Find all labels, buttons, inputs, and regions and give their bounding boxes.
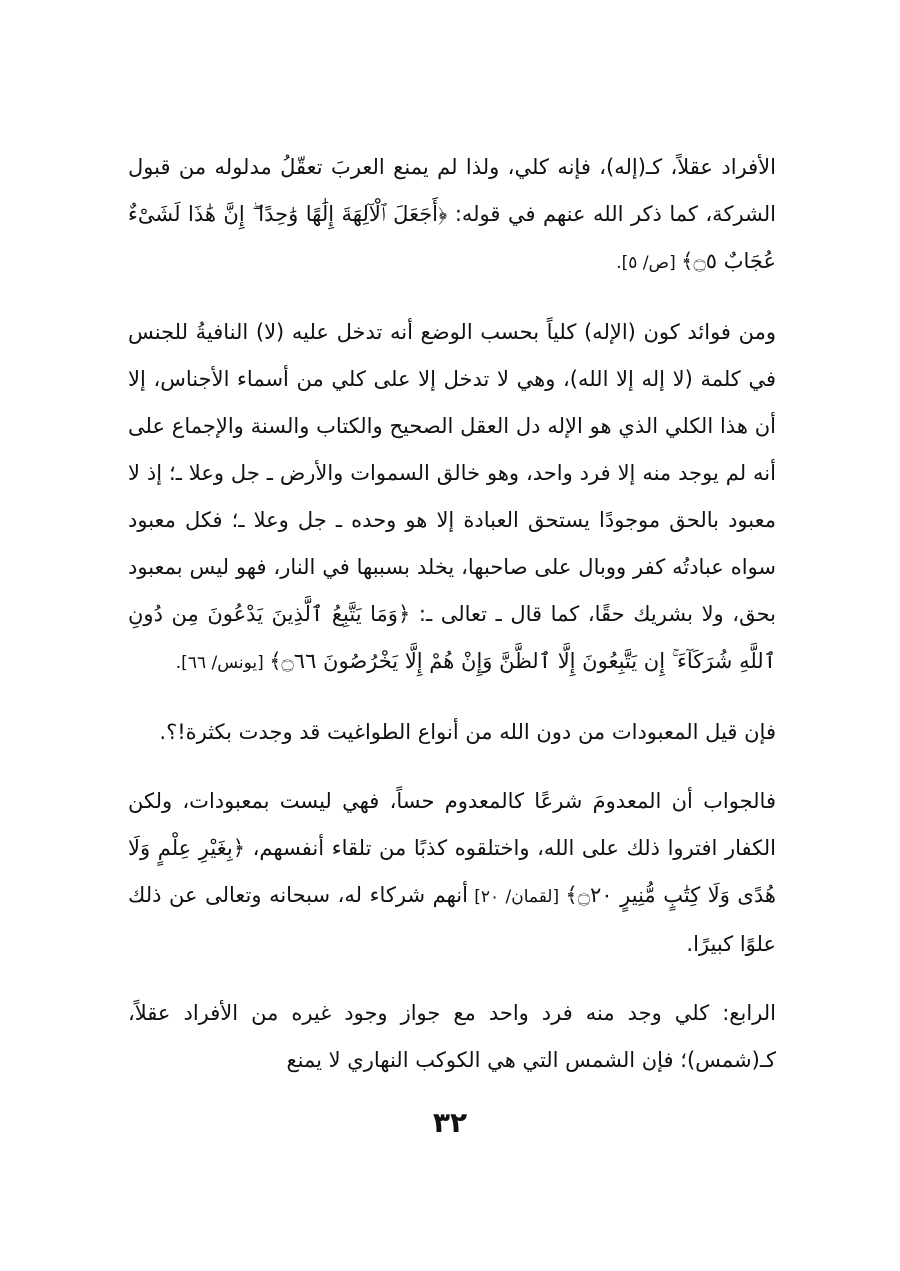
body-text: أنهم شركاء له، سبحانه وتعالى عن ذلك علوًا كبيرًا. — [128, 883, 776, 956]
verse-reference: [يونس/ ٦٦]. — [175, 653, 270, 673]
quran-verse: ﴿وَمَا يَتَّبِعُ ٱلَّذِينَ يَدْعُونَ مِن دُونِ ٱللَّهِ شُرَكَآءَ ۚ إِن يَتَّبِعُونَ إِلَّا ٱلظَّنَّ وَإِنْ هُمْ إِلَّا يَخْرُصُونَ ۝٦٦﴾ — [128, 602, 776, 673]
verse-reference: [لقمان/ ٢٠] — [467, 887, 566, 907]
paragraph — [128, 778, 776, 968]
paragraph — [128, 144, 776, 287]
paragraph — [128, 709, 776, 756]
verse-reference: [ص/ ٥]. — [616, 253, 682, 273]
body-text: فإن قيل المعبودات من دون الله من أنواع الطواغيت قد وجدت بكثرة!؟. — [159, 720, 776, 744]
body-text: فالجواب أن المعدومَ شرعًا كالمعدوم حساً، فهي ليست بمعبودات، ولكن الكفار افتروا ذلك على الله، واختلقوه كذبًا من تلقاء أنفسهم، — [128, 789, 776, 860]
quran-verse: ﴿بِغَيْرِ عِلْمٍ وَلَا هُدًى وَلَا كِتَٰبٍ مُّنِيرٍ ۝٢٠﴾ — [128, 836, 776, 907]
page-body-text — [128, 144, 776, 1106]
page-number: ٣٢ — [432, 1106, 468, 1139]
body-text: الرابع: كلي وجد منه فرد واحد مع جواز وجود غيره من الأفراد عقلاً، كـ(شمس)؛ فإن الشمس التي هي الكوكب النهاري لا يمنع — [128, 1001, 776, 1072]
paragraph — [128, 309, 776, 687]
quran-verse: ﴿أَجَعَلَ ٱلْآلِهَةَ إِلَٰهًا وَٰحِدًا ۖ إِنَّ هَٰذَا لَشَىْءٌ عُجَابٌ ۝٥﴾ — [128, 202, 776, 273]
body-text: ومن فوائد كون (الإله) كلياً بحسب الوضع أنه تدخل عليه (لا) النافيةُ للجنس في كلمة (لا إله إلا الله)، وهي لا تدخل إلا على كلي من أسماء الأجناس، إلا أن هذا الكلي الذي هو الإله دل العقل الصحيح والكتاب والسنة والإجماع على أنه لم يوجد منه إلا فرد واحد، وهو خالق السموات والأرض ـ جل وعلا ـ؛ إذ لا معبود بالحق موجودًا يستحق العبادة إلا هو وحده ـ جل وعلا ـ؛ فكل معبود سواه عبادتُه كفر ووبال على صاحبها، يخلد بسببها في النار، فهو ليس بمعبود بحق، ولا بشريك حقًا، كما قال ـ تعالى ـ: — [128, 320, 776, 626]
body-text: الأفراد عقلاً، كـ(إله)، فإنه كلي، ولذا لم يمنع العربَ تعقّلُ مدلوله من قبول الشركة، كما ذكر الله عنهم في قوله: — [128, 155, 776, 226]
paragraph — [128, 990, 776, 1084]
